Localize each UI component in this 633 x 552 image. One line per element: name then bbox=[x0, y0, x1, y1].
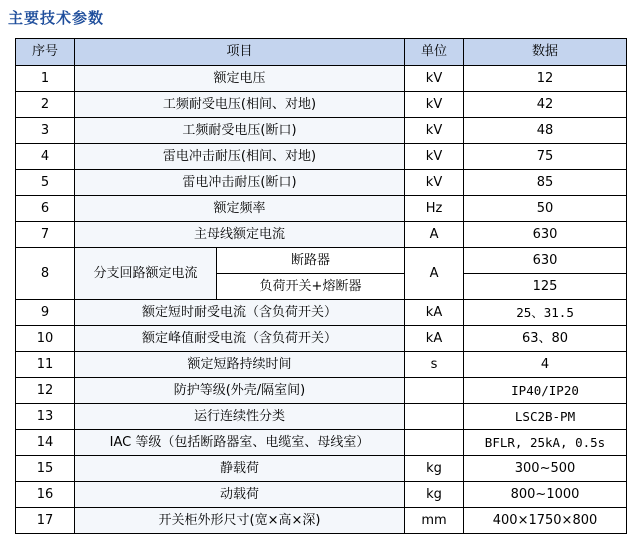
row-index: 17 bbox=[16, 508, 75, 534]
row-index: 4 bbox=[16, 144, 75, 170]
row-item: 额定短时耐受电流（含负荷开关） bbox=[75, 300, 405, 326]
table-row bbox=[16, 482, 627, 508]
row-value: 48 bbox=[464, 118, 627, 144]
table-row bbox=[16, 456, 627, 482]
branch-sub-value-breaker: 630 bbox=[464, 248, 627, 274]
row-unit: kg bbox=[405, 456, 464, 482]
row-index: 12 bbox=[16, 378, 75, 404]
row-unit bbox=[405, 404, 464, 430]
table-row bbox=[16, 430, 627, 456]
row-unit: kV bbox=[405, 92, 464, 118]
row-item: 额定电压 bbox=[75, 66, 405, 92]
row-item: 雷电冲击耐压(断口) bbox=[75, 170, 405, 196]
row-unit: Hz bbox=[405, 196, 464, 222]
row-unit bbox=[405, 430, 464, 456]
table-row bbox=[16, 508, 627, 534]
row-unit: s bbox=[405, 352, 464, 378]
row-unit: mm bbox=[405, 508, 464, 534]
row-unit: kV bbox=[405, 170, 464, 196]
spec-table bbox=[15, 38, 627, 534]
row-index: 10 bbox=[16, 326, 75, 352]
row-value: 75 bbox=[464, 144, 627, 170]
row-value: 42 bbox=[464, 92, 627, 118]
row-item: 开关柜外形尺寸(宽×高×深) bbox=[75, 508, 405, 534]
row-index: 15 bbox=[16, 456, 75, 482]
row-index: 5 bbox=[16, 170, 75, 196]
row-unit: kA bbox=[405, 300, 464, 326]
header-value: 数据 bbox=[464, 39, 627, 66]
row-item: 静载荷 bbox=[75, 456, 405, 482]
row-value: 85 bbox=[464, 170, 627, 196]
row-value: 25、31.5 bbox=[464, 300, 627, 326]
row-value: 630 bbox=[464, 222, 627, 248]
row-value: 300~500 bbox=[464, 456, 627, 482]
row-item: 额定峰值耐受电流（含负荷开关） bbox=[75, 326, 405, 352]
row-value: 4 bbox=[464, 352, 627, 378]
table-row bbox=[16, 118, 627, 144]
row-index: 11 bbox=[16, 352, 75, 378]
branch-sub-label-load-switch: 负荷开关+熔断器 bbox=[217, 274, 405, 300]
table-row-branch bbox=[16, 248, 627, 274]
row-value: 800~1000 bbox=[464, 482, 627, 508]
row-item: IAC 等级（包括断路器室、电缆室、母线室） bbox=[75, 430, 405, 456]
row-value: IP40/IP20 bbox=[464, 378, 627, 404]
row-item: 防护等级(外壳/隔室间) bbox=[75, 378, 405, 404]
row-item: 额定短路持续时间 bbox=[75, 352, 405, 378]
row-index: 1 bbox=[16, 66, 75, 92]
table-row bbox=[16, 300, 627, 326]
row-value: 12 bbox=[464, 66, 627, 92]
header-item: 项目 bbox=[75, 39, 405, 66]
row-index: 2 bbox=[16, 92, 75, 118]
header-index: 序号 bbox=[16, 39, 75, 66]
branch-sub-label-breaker: 断路器 bbox=[217, 248, 405, 274]
row-unit: kA bbox=[405, 326, 464, 352]
row-unit: kV bbox=[405, 66, 464, 92]
row-value: LSC2B-PM bbox=[464, 404, 627, 430]
row-index: 14 bbox=[16, 430, 75, 456]
page-title: 主要技术参数 bbox=[8, 9, 105, 27]
branch-item: 分支回路额定电流 bbox=[75, 248, 217, 300]
row-unit: kg bbox=[405, 482, 464, 508]
row-item: 工频耐受电压(相间、对地) bbox=[75, 92, 405, 118]
row-unit bbox=[405, 378, 464, 404]
row-value: BFLR, 25kA, 0.5s bbox=[464, 430, 627, 456]
row-item: 运行连续性分类 bbox=[75, 404, 405, 430]
row-value: 63、80 bbox=[464, 326, 627, 352]
row-value: 400×1750×800 bbox=[464, 508, 627, 534]
row-index: 7 bbox=[16, 222, 75, 248]
row-index: 16 bbox=[16, 482, 75, 508]
table-row bbox=[16, 144, 627, 170]
branch-sub-value-load-switch: 125 bbox=[464, 274, 627, 300]
row-item: 工频耐受电压(断口) bbox=[75, 118, 405, 144]
table-header-row bbox=[16, 39, 627, 66]
row-index: 6 bbox=[16, 196, 75, 222]
table-row bbox=[16, 196, 627, 222]
row-index: 9 bbox=[16, 300, 75, 326]
row-unit: kV bbox=[405, 144, 464, 170]
row-item: 动载荷 bbox=[75, 482, 405, 508]
row-unit: A bbox=[405, 222, 464, 248]
row-unit: A bbox=[405, 248, 464, 300]
row-index: 8 bbox=[16, 248, 75, 300]
table-row bbox=[16, 378, 627, 404]
table-row bbox=[16, 66, 627, 92]
table-row bbox=[16, 92, 627, 118]
table-row bbox=[16, 222, 627, 248]
row-value: 50 bbox=[464, 196, 627, 222]
row-item: 主母线额定电流 bbox=[75, 222, 405, 248]
header-unit: 单位 bbox=[405, 39, 464, 66]
row-item: 雷电冲击耐压(相间、对地) bbox=[75, 144, 405, 170]
row-item: 额定频率 bbox=[75, 196, 405, 222]
table-row bbox=[16, 170, 627, 196]
row-index: 13 bbox=[16, 404, 75, 430]
table-row bbox=[16, 352, 627, 378]
table-row bbox=[16, 326, 627, 352]
table-row bbox=[16, 404, 627, 430]
row-index: 3 bbox=[16, 118, 75, 144]
row-unit: kV bbox=[405, 118, 464, 144]
